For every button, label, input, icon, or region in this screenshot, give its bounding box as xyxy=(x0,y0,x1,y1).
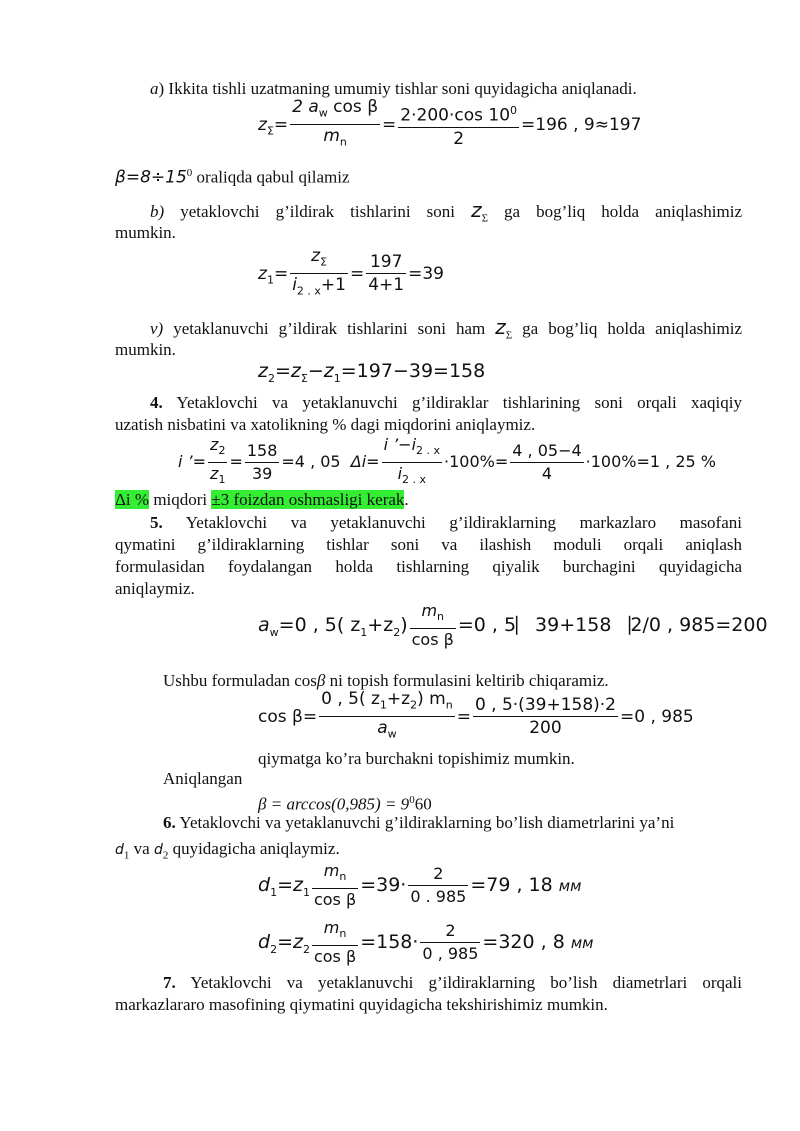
paragraph-4-line1: 4. Yetaklovchi va yetaklanuvchi g’ildiraklar tishlarining soni orqali xaqiqiy xyxy=(150,393,742,412)
error-limit-note: Δi % miqdori ±3 foizdan oshmasligi kerak. xyxy=(115,490,409,509)
section-v-line2: mumkin. xyxy=(115,340,176,359)
equation-z1: $z_1=$ $\frac{z_\Sigma}{i_{2 . x}+1}$ = $\frac{197}{4+1}$ =39 xyxy=(258,246,445,298)
determined-label: Aniqlangan xyxy=(163,769,243,788)
cos-formula-intro: Ushbu formuladan cosβ ni topish formulasini keltirib chiqaramiz. xyxy=(163,671,609,690)
equation-z-sigma: $z_\Sigma=$ $\frac{2 a_w \cos \beta}{m_n}$ = $\frac{2\cdot 200\cdot\cos 10^0}{2}$ =196 , 9≈197 xyxy=(258,96,641,154)
angle-note: qiymatga ko’ra burchakni topishimiz mumkin. xyxy=(258,749,575,768)
fraction: $\frac{2\cdot 200\cdot\cos 10^0}{2}$ xyxy=(398,100,519,150)
paragraph-5-line3: formulasidan foydalangan holda tishlarning qiyalik burchagini quyidagicha xyxy=(115,557,742,576)
equation-cos-beta: cos β= $\frac{0 , 5( z_1+z_2) m_n}{a_w}$ = $\frac{0 , 5\cdot(39+158)\cdot 2}{200}$ =0 , 985 xyxy=(258,689,694,741)
z-sigma-symbol: z xyxy=(495,315,506,339)
highlight: Δi % xyxy=(115,490,150,509)
equation-center-distance: $a_w=0$ , 5( $z_1+z_2$) $\frac{m_n}{\text{cos β}}$ =0 , 5⎸39+158⎹2/0 , 985=200 xyxy=(258,601,768,650)
z-sigma-symbol: z xyxy=(471,198,482,222)
paragraph-7-line1: 7. Yetaklovchi va yetaklanuvchi g’ildiraklarning bo’lish diametrlari orqali xyxy=(163,973,742,992)
paragraph-5-line4: aniqlaymiz. xyxy=(115,579,195,598)
fraction: $\frac{2 a_w \cos \beta}{m_n}$ xyxy=(292,97,379,149)
paragraph-7-line2: markazlararo masofining qiymatini quyidagicha tekshirishimiz mumkin. xyxy=(115,995,608,1014)
equation-d2: $d_2=z_2$ $\frac{m_n}{\text{cos β}}$ =158· $\frac{2}{0 , 985}$ =320 , 8 мм xyxy=(258,918,594,967)
paragraph-6-line2: $d_1$ va $d_2$ quyidagicha aniqlaymiz. xyxy=(115,839,340,862)
beta-value: $\beta = \arccos(0,985) = 9^060$ xyxy=(258,794,432,814)
equation-z2: $z_2=z_\Sigma-z_1=197-39=158$ xyxy=(258,360,486,385)
section-a-text: a) Ikkita tishli uzatmaning umumiy tishlar soni quyidagicha aniqlanadi. xyxy=(150,79,637,98)
equation-ratio-error: i ’= $\frac{z_2}{z_1}$ = $\frac{158}{39}$ =4 , 05 Δi= $\frac{i ’-i_{2 . x}}{i_{2 . x}}$ ·100%= $\frac{4 , 05-4}{4}$ ·100%=1 , 25 % xyxy=(178,435,716,487)
section-b-line1: b) yetaklovchi g’ildirak tishlarini soni $z_\Sigma$ ga bog’liq holda aniqlashimiz xyxy=(150,198,743,225)
highlight: ±3 foizdan oshmasligi kerak xyxy=(211,490,405,509)
paragraph-5-line1: 5. Yetaklovchi va yetaklanuvchi g’ildiraklarning markazlaro masofani xyxy=(150,513,742,532)
paragraph-6-line1: 6. Yetaklovchi va yetaklanuvchi g’ildiraklarning bo’lish diametrlarini ya’ni xyxy=(163,813,675,832)
section-v-line1: v) yetaklanuvchi g’ildirak tishlarini soni ham $z_\Sigma$ ga bog’liq holda aniqlashimiz xyxy=(150,315,743,342)
paragraph-5-line2: qymatini g’ildiraklarning tishlar soni va ilashish moduli orqali aniqlash xyxy=(115,535,742,554)
section-a-label: a xyxy=(150,79,159,98)
section-b-line2: mumkin. xyxy=(115,223,176,242)
paragraph-4-line2: uzatish nisbatini va xatolikning % dagi miqdorini aniqlaymiz. xyxy=(115,415,536,434)
beta-range-text: $\beta=8\div 15^0$ oraliqda qabul qilamiz xyxy=(115,167,350,188)
equation-d1: $d_1=z_1$ $\frac{m_n}{\text{cos β}}$ =39· $\frac{2}{0 . 985}$ =79 , 18 мм xyxy=(258,861,582,910)
